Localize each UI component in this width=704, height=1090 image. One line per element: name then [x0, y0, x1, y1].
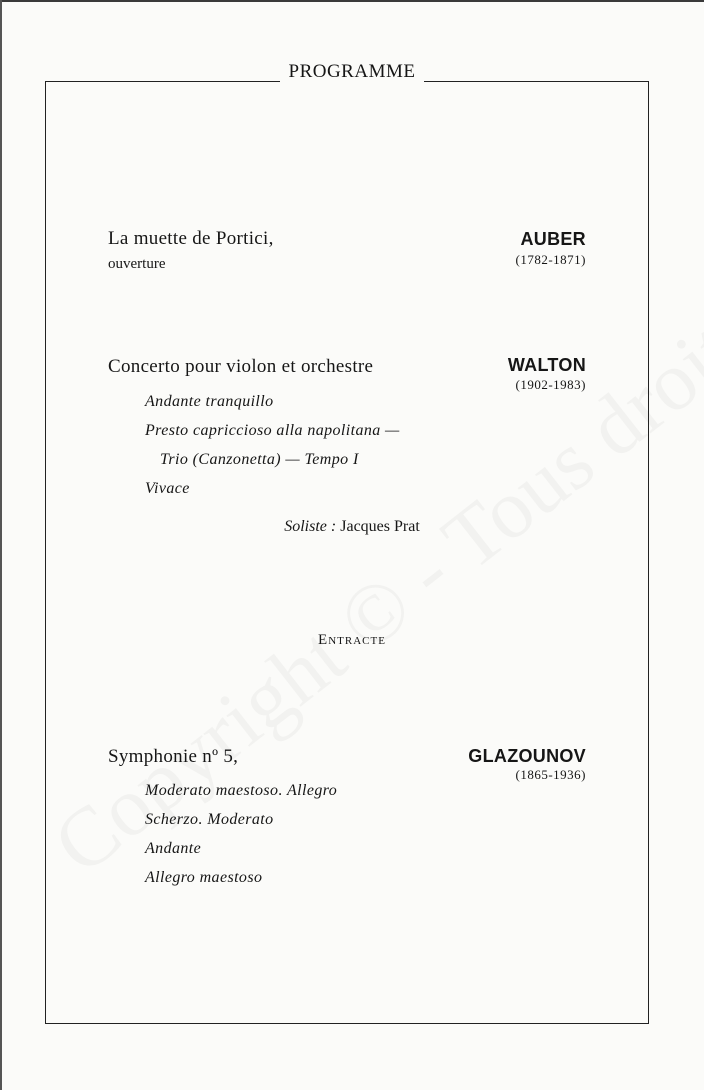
soloist-line	[0, 518, 704, 536]
movement: Presto capriccioso alla napolitana —	[145, 422, 400, 439]
movement: Trio (Canzonetta) — Tempo I	[160, 451, 359, 468]
movement: Moderato maestoso. Allegro	[145, 782, 338, 799]
composer-name: AUBER	[520, 229, 586, 249]
composer-name: WALTON	[507, 355, 586, 375]
composer-dates: (1865-1936)	[515, 767, 586, 782]
movement: Vivace	[145, 480, 190, 497]
soloist-label: Soliste :	[284, 518, 337, 535]
movement: Scherzo. Moderato	[145, 811, 274, 828]
page-title: PROGRAMME	[280, 61, 425, 82]
composer-dates: (1902-1983)	[515, 377, 586, 392]
scan-edge	[0, 0, 704, 2]
composer-name: GLAZOUNOV	[468, 746, 586, 766]
soloist-name: Jacques Prat	[340, 518, 420, 535]
scan-edge	[0, 0, 2, 1090]
composer-dates: (1782-1871)	[515, 252, 586, 267]
movement: Andante tranquillo	[145, 393, 274, 410]
work-title: La muette de Portici,	[108, 228, 274, 249]
work-title: Concerto pour violon et orchestre	[108, 356, 374, 377]
intermission-label: Entracte	[318, 632, 386, 648]
movement: Andante	[145, 840, 202, 857]
programme-heading	[0, 61, 704, 83]
work-subtitle: ouverture	[108, 256, 166, 272]
movement: Allegro maestoso	[145, 869, 263, 886]
programme-frame	[45, 81, 649, 1024]
work-title: Symphonie nº 5,	[108, 746, 239, 767]
